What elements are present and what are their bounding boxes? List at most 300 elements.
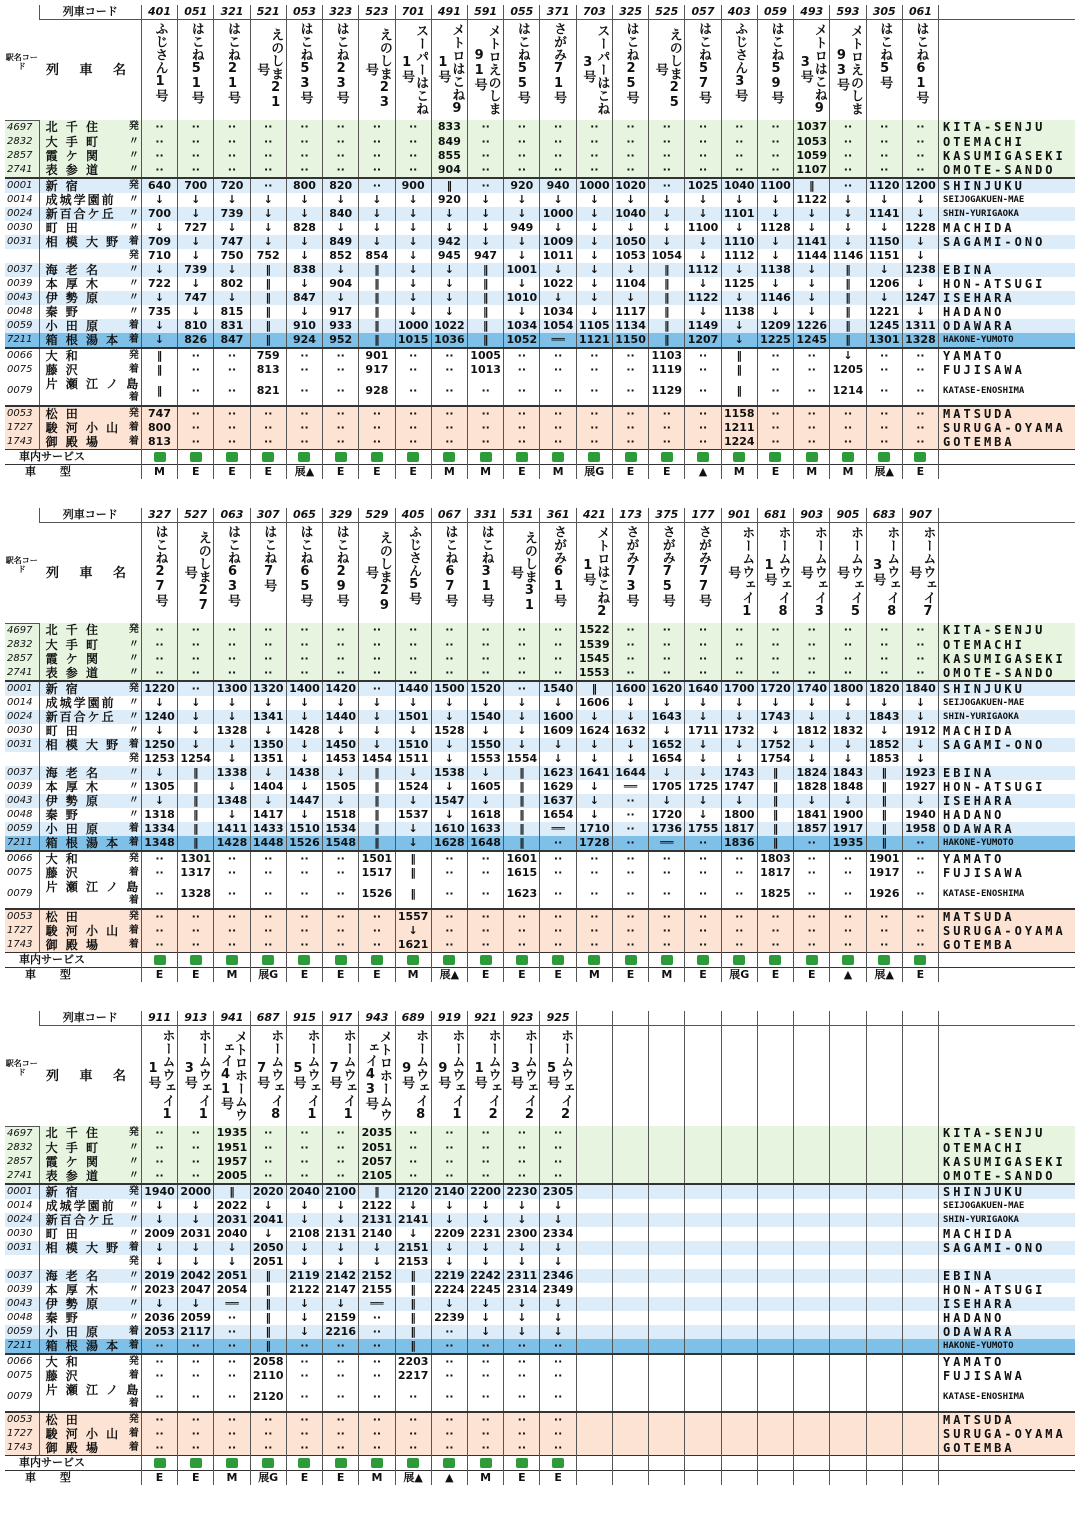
green-car-service-icon [443,1458,455,1468]
time-cell: ·· [612,421,648,435]
time-cell: 1141 [866,207,902,221]
time-cell [902,1383,938,1412]
time-cell: ‖ [250,319,286,333]
station-row [5,377,1075,406]
time-cell: ↓ [141,221,177,235]
time-cell: ·· [323,1339,359,1354]
station-name [39,1325,141,1339]
time-cell: ·· [214,880,250,909]
time-cell [902,1155,938,1169]
train-code: 061 [902,5,938,20]
station-code [5,249,39,263]
time-cell: ↓ [359,738,395,752]
time-cell: ↓ [286,710,322,724]
time-cell: 1350 [250,738,286,752]
time-cell: ·· [178,1427,214,1441]
time-cell [576,1369,612,1383]
time-cell: ·· [431,1141,467,1155]
time-cell: ·· [794,406,830,421]
time-cell: ·· [649,851,685,866]
service-cell [359,449,395,464]
time-cell: 1935 [830,836,866,851]
time-cell: ·· [576,435,612,450]
station-roman: MATSUDA [939,1412,1075,1427]
station-row [5,1169,1075,1184]
time-cell: ·· [286,880,322,909]
time-cell: ↓ [866,696,902,710]
time-cell [685,1311,721,1325]
time-cell: ·· [685,377,721,406]
time-cell: ══ [649,836,685,851]
time-cell: ·· [214,666,250,681]
train-code: 527 [178,508,214,523]
time-cell [576,1441,612,1456]
time-cell: ·· [250,851,286,866]
station-suffix: 発 [128,1413,141,1425]
time-cell: ·· [468,1369,504,1383]
time-cell: 1420 [323,681,359,696]
station-name [39,178,141,193]
train-code [902,1011,938,1026]
time-cell: ·· [395,1141,431,1155]
station-name-text: 箱 根 湯 本 [45,835,121,850]
time-cell: 1328 [902,333,938,348]
time-cell: ·· [178,1441,214,1456]
time-cell: ·· [902,421,938,435]
time-cell: ↓ [757,696,793,710]
station-code: 0001 [5,1184,39,1199]
time-cell: 1240 [141,710,177,724]
time-cell: 1105 [576,319,612,333]
time-cell [794,1412,830,1427]
service-cell [866,952,902,967]
time-cell: ·· [395,435,431,450]
time-cell: ↓ [431,780,467,794]
time-cell: ·· [178,149,214,163]
station-name [39,710,141,724]
station-roman: EBINA [939,1269,1075,1283]
time-cell: ·· [504,1126,540,1141]
time-cell: 2151 [395,1241,431,1255]
time-cell: ↓ [431,752,467,766]
time-cell: ·· [685,406,721,421]
time-cell [685,1427,721,1441]
time-cell: 1606 [576,696,612,710]
time-cell: 945 [431,249,467,263]
time-cell: ‖ [395,851,431,866]
time-cell: ·· [576,880,612,909]
car-type-cell: E [286,967,322,982]
time-cell: ↓ [468,724,504,738]
car-type-cell: 展▲ [395,1470,431,1485]
time-cell: 1652 [649,738,685,752]
time-cell: 2051 [214,1269,250,1283]
station-roman: KITA-SENJU [939,120,1075,135]
time-cell: ·· [504,377,540,406]
station-name-text: 相 模 大 野 [45,737,121,752]
time-cell: ·· [286,638,322,652]
time-cell: ↓ [866,291,902,305]
time-cell [866,1169,902,1184]
time-cell: ·· [214,163,250,178]
time-cell: ·· [830,421,866,435]
service-cell [359,952,395,967]
station-row [5,1199,1075,1213]
time-cell: ·· [540,1441,576,1456]
time-cell: ·· [902,163,938,178]
time-cell: 2041 [250,1213,286,1227]
time-cell: ↓ [323,193,359,207]
time-cell: ↓ [395,1199,431,1213]
time-cell [721,1213,757,1227]
service-cell [504,449,540,464]
service-row [5,952,1075,967]
time-cell: ·· [214,1383,250,1412]
time-cell [902,1427,938,1441]
time-cell: 1520 [468,681,504,696]
time-cell: ‖ [504,822,540,836]
time-cell: ·· [250,623,286,638]
station-name [39,1241,141,1255]
time-cell: ·· [286,135,322,149]
time-cell: ·· [504,421,540,435]
service-cell [431,952,467,967]
station-roman [939,1255,1075,1269]
time-cell: ↓ [323,794,359,808]
service-cell [757,1455,793,1470]
time-cell: ↓ [395,696,431,710]
train-name: ホームウェイ89号 [399,1028,429,1122]
time-cell: ↓ [540,696,576,710]
time-cell: 1620 [649,681,685,696]
service-cell [685,952,721,967]
time-cell [866,1339,902,1354]
car-type-cell: M [141,464,177,479]
time-cell: ·· [395,1126,431,1141]
green-car-service-icon [371,1458,383,1468]
time-cell: ·· [431,377,467,406]
time-cell: ·· [323,406,359,421]
train-code: 531 [504,508,540,523]
time-cell: 1112 [721,249,757,263]
time-cell: 2042 [178,1269,214,1283]
time-cell [721,1141,757,1155]
time-cell: ‖ [395,1269,431,1283]
station-roman: OMOTE-SANDO [939,163,1075,178]
station-code: 7211 [7,1339,33,1351]
train-code [794,1011,830,1026]
green-car-service-icon [878,955,890,965]
time-cell: ·· [504,149,540,163]
time-cell: ↓ [685,305,721,319]
time-cell: ‖ [359,291,395,305]
time-cell: ·· [178,348,214,363]
station-name [39,909,141,924]
time-cell: ·· [141,924,177,938]
station-code: 0075 [7,1369,33,1381]
time-cell: ·· [794,851,830,866]
time-cell: ·· [902,135,938,149]
station-roman: KITA-SENJU [939,1126,1075,1141]
time-cell: ↓ [141,766,177,780]
time-cell: ↓ [286,1241,322,1255]
train-code: 491 [431,5,467,20]
time-cell: 1600 [612,681,648,696]
station-code: 0014 [7,193,33,205]
time-cell: ·· [468,406,504,421]
time-cell: 1121 [576,333,612,348]
time-cell: ↓ [612,696,648,710]
time-cell: ·· [141,880,177,909]
time-cell: 1740 [794,681,830,696]
train-name: はこね27号 [152,525,168,607]
time-cell: ·· [395,1383,431,1412]
time-cell: ·· [540,435,576,450]
station-suffix: 発 [128,624,141,636]
time-cell: ↓ [794,263,830,277]
time-cell: ‖ [757,808,793,822]
time-cell: ↓ [504,710,540,724]
time-cell: ↓ [685,696,721,710]
time-cell: ·· [323,1383,359,1412]
time-cell: ·· [794,623,830,638]
time-cell: ↓ [757,305,793,319]
train-name-cell [250,1026,286,1127]
time-cell: ·· [468,880,504,909]
station-name [39,221,141,235]
service-row [5,449,1075,464]
time-cell: 802 [214,277,250,291]
station-roman: YAMATO [939,1354,1075,1369]
time-cell: 1059 [794,149,830,163]
station-suffix: 〃 [128,794,141,806]
time-cell: ·· [830,120,866,135]
car-type-cell: E [902,464,938,479]
time-cell: ·· [250,178,286,193]
station-suffix: 発 [128,1185,141,1197]
time-cell: ·· [504,1441,540,1456]
station-roman: FUJISAWA [939,866,1075,880]
station-row [5,1325,1075,1339]
time-cell [866,1141,902,1155]
station-row [5,221,1075,235]
time-cell: ·· [323,163,359,178]
station-suffix: 発 [128,1255,141,1267]
time-cell: ·· [323,866,359,880]
time-cell: 940 [540,178,576,193]
station-roman: OTEMACHI [939,638,1075,652]
time-cell: 1351 [250,752,286,766]
time-cell: 810 [178,319,214,333]
time-cell: 1857 [794,822,830,836]
train-code [649,1011,685,1026]
car-type-cell: M [395,967,431,982]
time-cell: 2120 [395,1184,431,1199]
time-cell: ‖ [359,319,395,333]
time-cell: ·· [721,652,757,666]
station-row [5,120,1075,135]
station-code: 0043 [7,794,33,806]
time-cell: ↓ [757,724,793,738]
time-cell: ↓ [141,291,177,305]
time-cell: 1247 [902,291,938,305]
time-cell [721,1184,757,1199]
time-cell: 1238 [902,263,938,277]
station-row [5,766,1075,780]
time-cell: 1641 [576,766,612,780]
time-cell: 1151 [866,249,902,263]
time-cell: ‖ [178,780,214,794]
time-cell [721,1169,757,1184]
time-cell: ·· [250,924,286,938]
time-cell: ·· [395,135,431,149]
time-cell: ·· [866,377,902,406]
time-cell: ↓ [649,794,685,808]
time-cell: ·· [214,135,250,149]
station-roman: MATSUDA [939,406,1075,421]
time-cell [830,1169,866,1184]
time-cell: ↓ [794,207,830,221]
time-cell: ·· [286,377,322,406]
station-name [39,696,141,710]
station-roman: KITA-SENJU [939,623,1075,638]
time-cell: ↓ [141,696,177,710]
time-cell: 2047 [178,1283,214,1297]
time-cell: ·· [323,1141,359,1155]
time-cell: ↓ [612,263,648,277]
train-code: 323 [323,5,359,20]
time-cell [649,1269,685,1283]
time-cell: 1624 [576,724,612,738]
station-suffix: 着 [128,319,141,331]
time-cell: 1812 [794,724,830,738]
time-cell [757,1169,793,1184]
time-cell: 1110 [721,235,757,249]
time-cell: ·· [468,1339,504,1354]
time-cell: ↓ [685,249,721,263]
service-cell [902,1455,938,1470]
service-cell [757,449,793,464]
train-name: ホームウェイ7号 [906,525,936,619]
time-cell: ↓ [214,1255,250,1269]
time-cell: ‖ [250,305,286,319]
station-suffix: 発 [128,249,141,261]
time-cell [649,1126,685,1141]
station-code: 0048 [7,1311,33,1323]
time-cell: ‖ [757,780,793,794]
time-cell [902,1311,938,1325]
time-cell [576,1283,612,1297]
time-cell: ·· [649,666,685,681]
time-cell: 1900 [830,808,866,822]
time-cell: ·· [757,135,793,149]
time-cell: ·· [431,1412,467,1427]
service-row [5,1455,1075,1470]
time-cell: ‖ [866,808,902,822]
station-suffix: 発 [128,910,141,922]
time-cell: 815 [214,305,250,319]
car-type-cell: E [504,967,540,982]
time-cell [866,1155,902,1169]
time-cell: 928 [359,377,395,406]
time-cell: ·· [504,938,540,953]
time-cell: 1015 [395,333,431,348]
time-cell: ·· [286,435,322,450]
time-cell: ‖ [359,808,395,822]
time-cell: ·· [540,623,576,638]
time-cell: 1000 [576,178,612,193]
station-roman: KATASE-ENOSHIMA [939,880,1075,909]
time-cell: 2020 [250,1184,286,1199]
time-cell [612,1412,648,1427]
time-cell [649,1169,685,1184]
time-cell: 1843 [866,710,902,724]
time-cell: ↓ [830,221,866,235]
time-cell: ·· [649,880,685,909]
station-code: 4697 [7,1127,33,1139]
time-cell: 2122 [359,1199,395,1213]
time-cell: 831 [214,319,250,333]
car-type-cell: E [468,967,504,982]
time-cell: 1433 [250,822,286,836]
train-name: ホームウェイ17号 [326,1028,356,1122]
time-cell: ↓ [141,1255,177,1269]
time-cell: 1648 [468,836,504,851]
time-cell: ·· [902,880,938,909]
time-cell: ·· [286,163,322,178]
train-name-cell [395,20,431,121]
service-cell [141,1455,177,1470]
time-cell: ‖ [757,836,793,851]
time-cell: ↓ [431,696,467,710]
station-name-text: 秦 野 [45,1310,80,1325]
time-cell [757,1325,793,1339]
time-cell: ·· [721,135,757,149]
time-cell: ·· [214,435,250,450]
timetable [5,1011,1075,1485]
station-name-text: 成城学園前 [45,192,116,207]
car-type-cell: E [612,464,648,479]
time-cell: ·· [649,938,685,953]
time-cell: 1754 [757,752,793,766]
time-cell: ↓ [214,738,250,752]
time-cell [830,1325,866,1339]
station-roman: GOTEMBA [939,435,1075,450]
time-cell: ↓ [178,724,214,738]
station-row [5,780,1075,794]
time-cell: 2242 [468,1269,504,1283]
time-cell: 1320 [250,681,286,696]
time-cell: 1253 [141,752,177,766]
time-cell: ·· [866,406,902,421]
time-cell: ·· [612,822,648,836]
time-cell: ·· [685,149,721,163]
train-code-label: 列車コード [39,508,141,523]
time-cell: 1128 [757,221,793,235]
time-cell [794,1427,830,1441]
time-cell [794,1283,830,1297]
time-cell: ·· [395,421,431,435]
time-cell: 821 [250,377,286,406]
time-cell: ·· [468,1354,504,1369]
time-cell: 1828 [794,780,830,794]
station-suffix: 〃 [128,149,141,161]
time-cell: 849 [431,135,467,149]
car-type-cell [649,1470,685,1485]
time-cell: ↓ [540,1241,576,1255]
train-name: ホームウェイ81号 [761,525,791,619]
time-cell: 1720 [757,681,793,696]
